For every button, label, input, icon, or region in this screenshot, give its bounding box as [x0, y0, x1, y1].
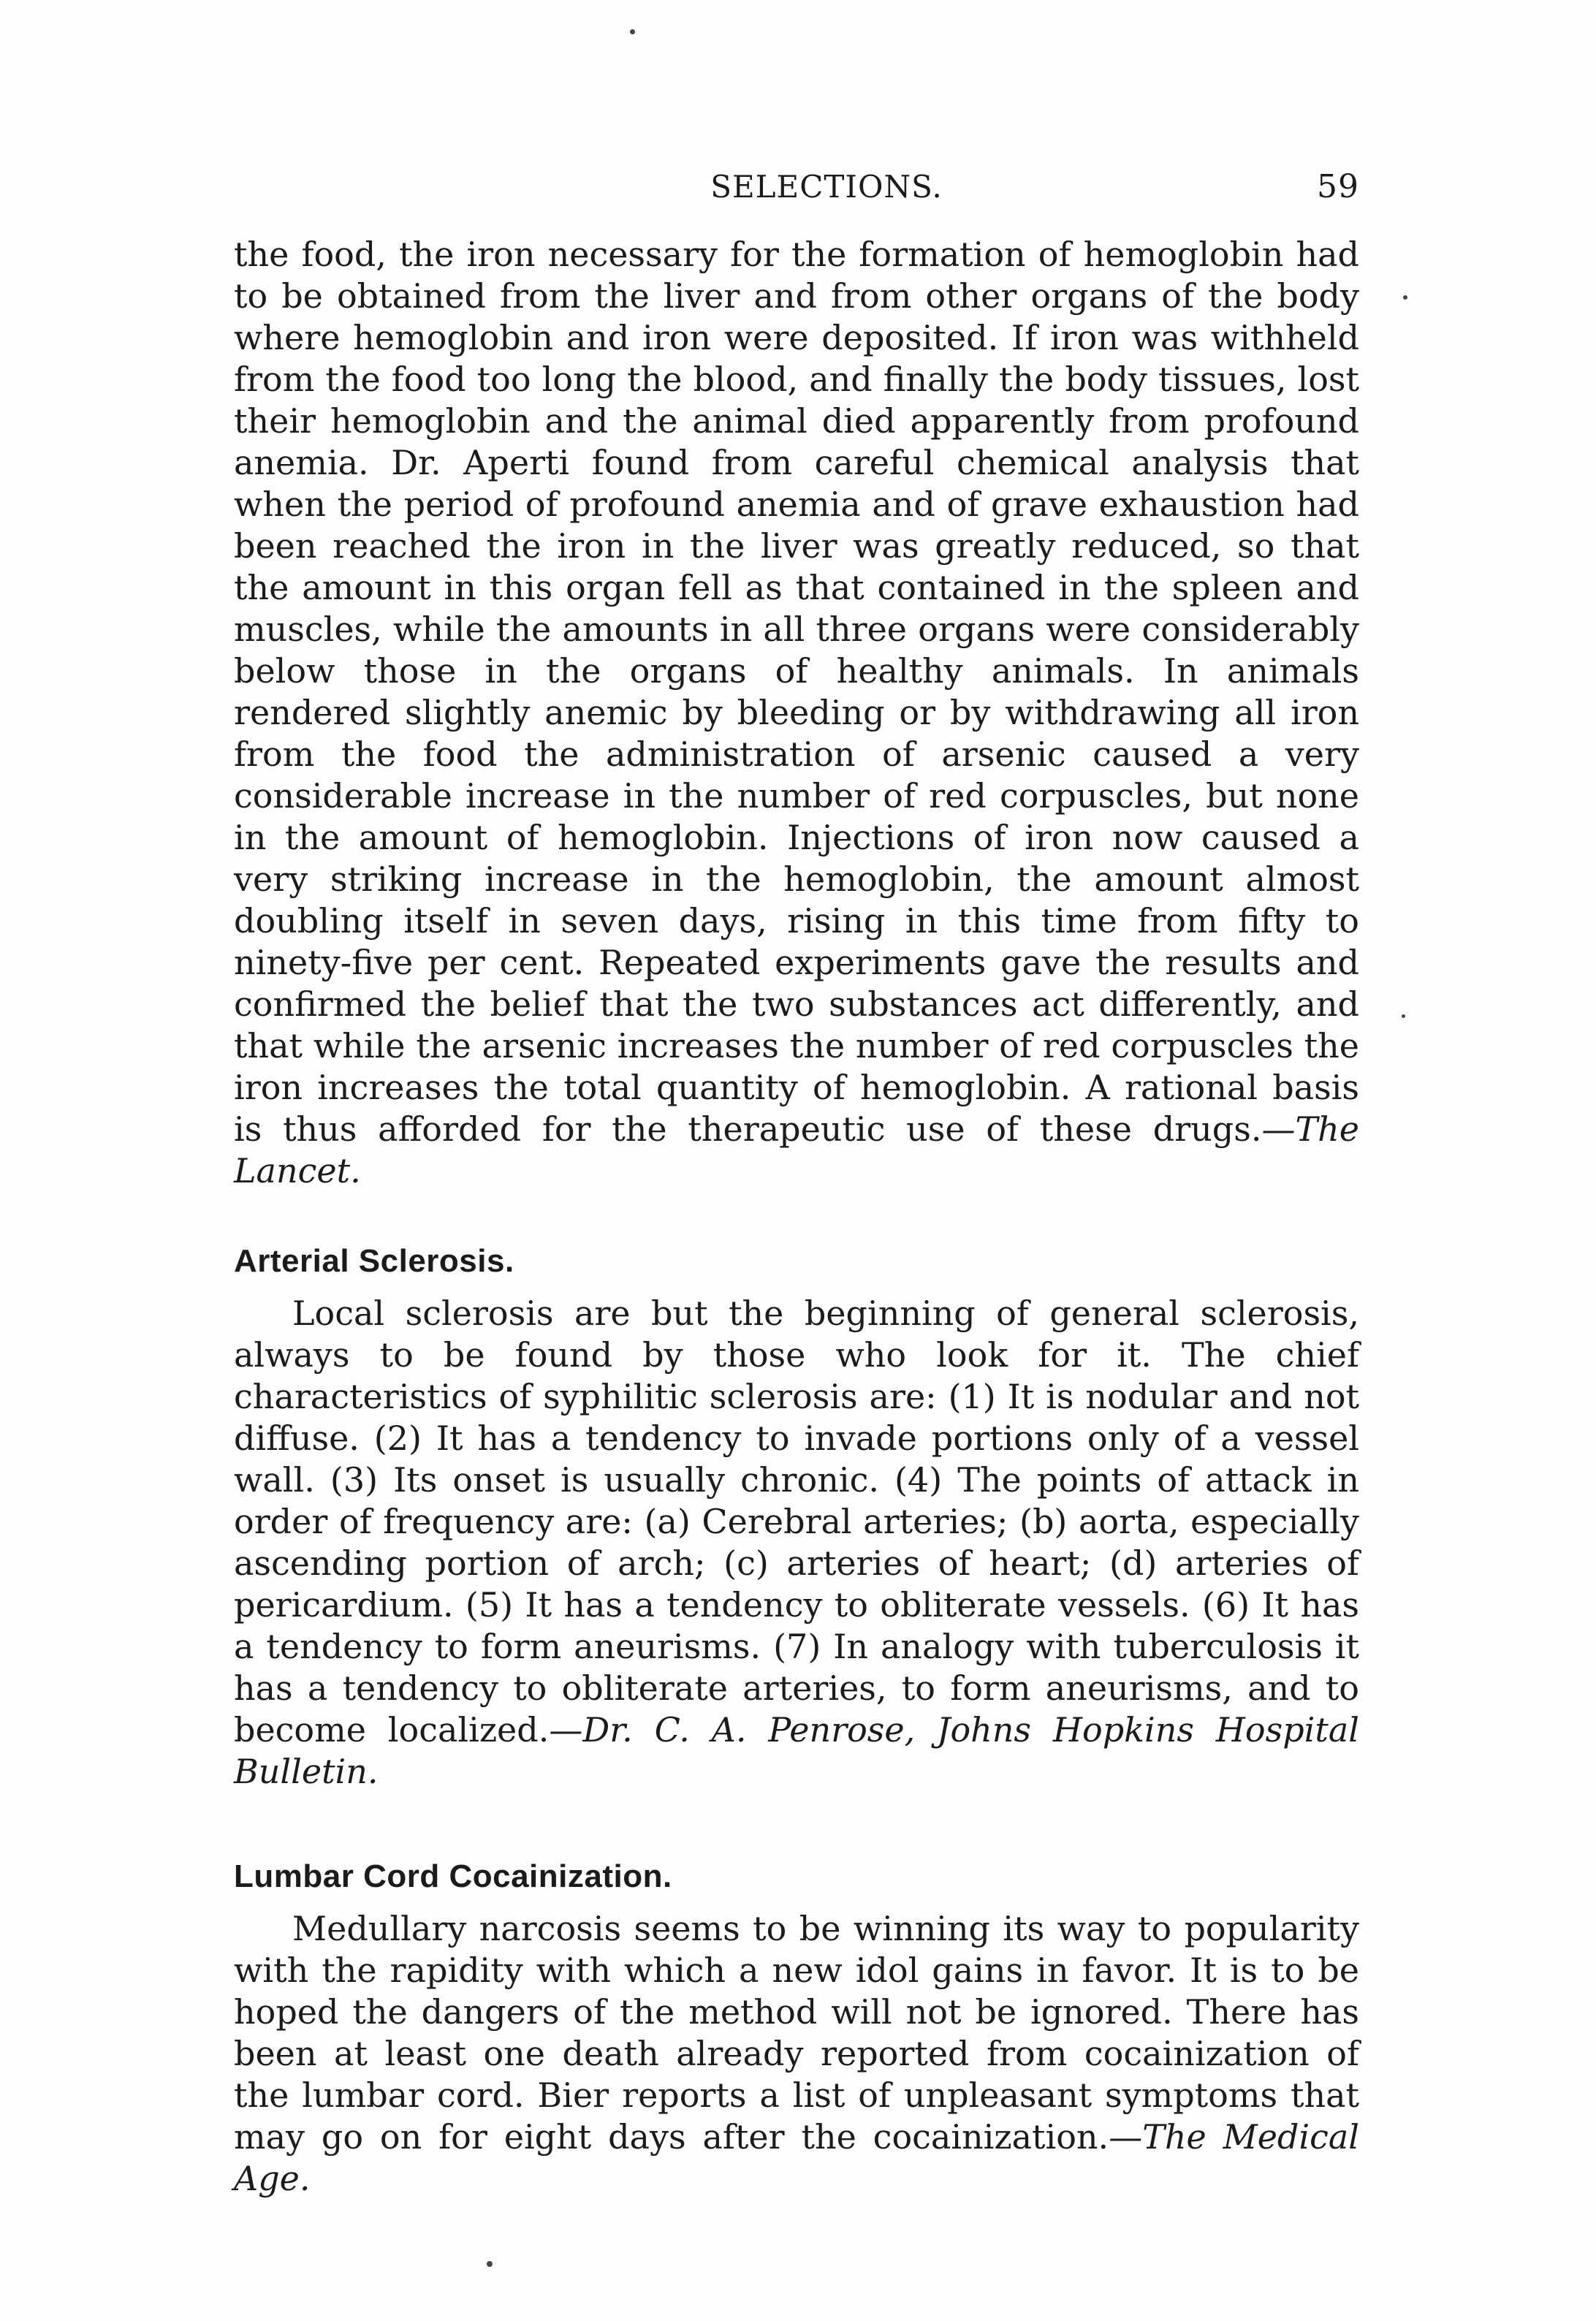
running-header [234, 168, 1359, 227]
section-heading-arterial-sclerosis: Arterial Sclerosis. [234, 1243, 514, 1279]
opening-text: the food, the iron necessary for the formation of hemoglobin had to be obtained from the liver and from other organs of the body where hemoglobin and iron were deposited. If iron was withheld from the food too long the blood, and finally the body tissues, lost their hemoglobin and the animal died apparently from profound anemia. Dr. Aperti found from careful chemical analysis that when the period of profound anemia and of grave exhaustion had been reached the iron in the liver was greatly reduced, so that the amount in this organ fell as that contained in the spleen and muscles, while the amounts in all three organs were considerably below those in the organs of healthy animals. In animals rendered slightly anemic by bleeding or by withdrawing all iron from the food the administration of arsenic caused a very considerable increase in the number of red corpuscles, but none in the amount of hemoglobin. Injections of iron now caused a very striking increase in the hemoglobin, the amount almost doubling itself in seven days, rising in this time from fifty to ninety-five per cent. Repeated experiments gave the results and confirmed the belief that the two substances act differently, and that while the arsenic increases the number of red corpuscles the iron increases the total quantity of hemoglobin. A rational basis is thus afforded for the therapeutic use of these drugs. [234, 235, 1359, 1149]
lumbar-cord-source: —The Medical Age. [234, 2117, 1359, 2198]
lumbar-cord-paragraph [234, 1908, 1359, 2200]
print-speck [630, 29, 635, 34]
opening-paragraph [234, 234, 1359, 1192]
arterial-sclerosis-source: —Dr. C. A. Penrose, Johns Hopkins Hospital Bulletin. [234, 1710, 1359, 1791]
running-title: SELECTIONS. [710, 169, 943, 205]
print-speck [1403, 295, 1407, 300]
arterial-sclerosis-paragraph [234, 1293, 1359, 1793]
lumbar-cord-text: Medullary narcosis seems to be winning its way to popularity with the rapidity with which a new idol gains in favor. It is to be hoped the dangers of the method will not be ignored. There has been at least one death already reported from cocainization of the lumbar cord. Bier reports a list of unpleasant symptoms that may go on for eight days after the cocainization. [234, 1909, 1359, 2157]
page-number: 59 [1317, 168, 1359, 205]
arterial-sclerosis-text: Local sclerosis are but the beginning of general sclerosis, always to be found by those who look for it. The chief characteristics of syphilitic sclerosis are: (1) It is nodular and not diffuse. (2) It has a tendency to invade portions only of a vessel wall. (3) Its onset is usually chronic. (4) The points of attack in order of frequency are: (a) Cerebral arteries; (b) aorta, especially ascending portion of arch; (c) arteries of heart; (d) arteries of pericardium. (5) It has a tendency to obliterate vessels. (6) It has a tendency to form aneurisms. (7) In analogy with tuberculosis it has a tendency to obliterate arteries, to form aneurisms, and to become localized. [234, 1294, 1359, 1750]
opening-source: —The Lancet. [234, 1109, 1359, 1190]
print-speck [1402, 1014, 1405, 1018]
book-page [234, 168, 1359, 2200]
section-heading-lumbar-cord: Lumbar Cord Cocainization. [234, 1858, 672, 1894]
print-speck [487, 2261, 493, 2267]
